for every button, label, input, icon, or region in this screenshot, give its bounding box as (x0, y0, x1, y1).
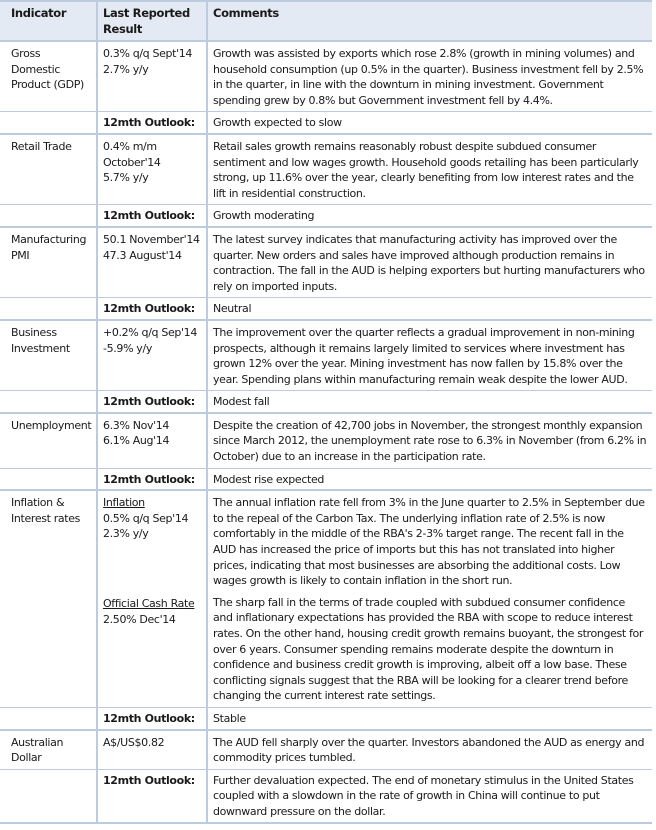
result-cell (97, 730, 207, 770)
comment-cell: The AUD fell sharply over the quarter. Investors abandoned the AUD as energy and commodity prices tumbled. (207, 730, 652, 770)
result-line: 50.1 November'14 (103, 232, 200, 246)
indicator-name: Manufacturing PMI (0, 227, 97, 298)
result-line: 5.7% y/y (103, 171, 149, 185)
header-indicator: Indicator (0, 1, 97, 41)
result-line: 2.3% y/y (103, 527, 149, 541)
header-comments: Comments (207, 1, 652, 41)
outlook-value: Modest fall (207, 391, 652, 413)
indicator-name: Business Investment (0, 320, 97, 391)
table-row-gdp (0, 41, 652, 112)
result-cell (97, 413, 207, 468)
result-line: 2.50% Dec'14 (103, 612, 176, 626)
table-row-inflation-interest-rates (0, 490, 652, 707)
comment-cell (207, 490, 652, 707)
inflation-heading: Inflation (103, 496, 145, 510)
empty-cell (0, 298, 97, 320)
outlook-row-unemployment (0, 468, 652, 490)
outlook-row-gdp (0, 112, 652, 134)
result-line: 0.3% q/q Sept'14 (103, 47, 193, 60)
comment-cell: Despite the creation of 42,700 jobs in November, the strongest monthly expansion since March 2012, the unemployment rate rose to 6.3% in November (from 6.2% in October) due to an increase in the participation rate. (207, 413, 652, 468)
empty-cell (0, 707, 97, 729)
result-line: -5.9% y/y (103, 341, 152, 355)
empty-cell (0, 112, 97, 134)
table-row-manufacturing-pmi (0, 227, 652, 298)
result-line: 47.3 August'14 (103, 248, 182, 262)
comment-paragraph-interest-rates: The sharp fall in the terms of trade coupled with subdued consumer confidence and inflationary expectations has provided the RBA with scope to reduce interest rates. On the other hand, housing credit growth remains buoyant, the strongest for over 6 years. Consumer spending remains moderate despite the downturn in confidence and business credit growth is improving, albeit off a low base. These conflicting signals suggest that the RBA will be looking for a clearer trend before changing the current interest rate settings. (213, 595, 644, 703)
outlook-row-business-investment (0, 391, 652, 413)
outlook-value: Neutral (207, 298, 652, 320)
spacer (103, 542, 201, 596)
outlook-value: Growth expected to slow (207, 112, 652, 134)
table-row-australian-dollar (0, 730, 652, 770)
outlook-value: Stable (207, 707, 652, 729)
table-row-retail-trade (0, 134, 652, 205)
outlook-label: 12mth Outlook: (97, 112, 207, 134)
comment-cell: Retail sales growth remains reasonably robust despite subdued consumer sentiment and low wages growth. Household goods retailing has been particularly strong, up 11.6% over the year, clearly benefiting from low interest rates and the lift in residential construction. (207, 134, 652, 205)
outlook-row-australian-dollar (0, 769, 652, 822)
outlook-row-manufacturing-pmi (0, 298, 652, 320)
result-line: October'14 (103, 155, 161, 169)
outlook-value: Further devaluation expected. The end of monetary stimulus in the United States coupled with a slowdown in the rate of growth in China will continue to put downward pressure on the dollar. (207, 769, 652, 822)
table-row-unemployment (0, 413, 652, 468)
outlook-row-retail-trade (0, 205, 652, 227)
outlook-label: 12mth Outlook: (97, 298, 207, 320)
empty-cell (0, 205, 97, 227)
indicator-name: Unemployment (0, 413, 97, 468)
result-cell (97, 227, 207, 298)
empty-cell (0, 769, 97, 822)
cash-rate-heading: Official Cash Rate (103, 597, 195, 611)
result-line: 0.4% m/m (103, 139, 157, 153)
outlook-label: 12mth Outlook: (97, 205, 207, 227)
indicator-name: Inflation & Interest rates (0, 490, 97, 707)
table-header-row (0, 1, 652, 41)
result-line: A$/US$0.82 (103, 735, 165, 749)
result-line: +0.2% q/q Sep'14 (103, 325, 197, 339)
empty-cell (0, 468, 97, 490)
outlook-label: 12mth Outlook: (97, 769, 207, 822)
indicator-name: Retail Trade (0, 134, 97, 205)
comment-cell: The improvement over the quarter reflects a gradual improvement in non-mining prospects, although it remains largely limited to services where investment has grown 12% over the year. Mining investment has now fallen by 15.8% over the year. Spending plans within manufacturing remain weak despite the lower AUD. (207, 320, 652, 391)
comment-cell: Growth was assisted by exports which rose 2.8% (growth in mining volumes) and household consumption (up 0.5% in the quarter). Business investment fell by 2.5% in the quarter, in line with the downturn in mining investment. Government spending grew by 0.8% but Government investment fell by 4.4%. (207, 41, 652, 112)
result-cell (97, 134, 207, 205)
outlook-label: 12mth Outlook: (97, 468, 207, 490)
empty-cell (0, 391, 97, 413)
result-cell (97, 490, 207, 707)
result-cell (97, 41, 207, 112)
table-row-business-investment (0, 320, 652, 391)
outlook-label: 12mth Outlook: (97, 391, 207, 413)
result-line: 6.3% Nov'14 (103, 418, 170, 432)
result-line: 2.7% y/y (103, 62, 149, 76)
result-line: 6.1% Aug'14 (103, 434, 170, 448)
outlook-row-inflation-interest-rates (0, 707, 652, 729)
result-cell (97, 320, 207, 391)
outlook-value: Growth moderating (207, 205, 652, 227)
comment-cell: The latest survey indicates that manufacturing activity has improved over the quarter. New orders and sales have improved although production remains in contraction. The fall in the AUD is helping exporters but hurting manufacturers who rely on imported inputs. (207, 227, 652, 298)
comment-paragraph-inflation: The annual inflation rate fell from 3% in the June quarter to 2.5% in September due to the repeal of the Carbon Tax. The underlying inflation rate of 2.5% is now comfortably in the middle of the RBA's 2-3% target range. The recent fall in the AUD has increased the price of imports but this has not translated into higher prices, indicating that most businesses are absorbing the additional costs. Low wages growth is likely to contain inflation in the short run. (213, 496, 645, 588)
outlook-value: Modest rise expected (207, 468, 652, 490)
outlook-label: 12mth Outlook: (97, 707, 207, 729)
header-last-reported-result: Last Reported Result (97, 1, 207, 41)
indicator-name: Australian Dollar (0, 730, 97, 770)
indicator-name: Gross Domestic Product (GDP) (0, 41, 97, 112)
result-line: 0.5% q/q Sep'14 (103, 511, 189, 525)
